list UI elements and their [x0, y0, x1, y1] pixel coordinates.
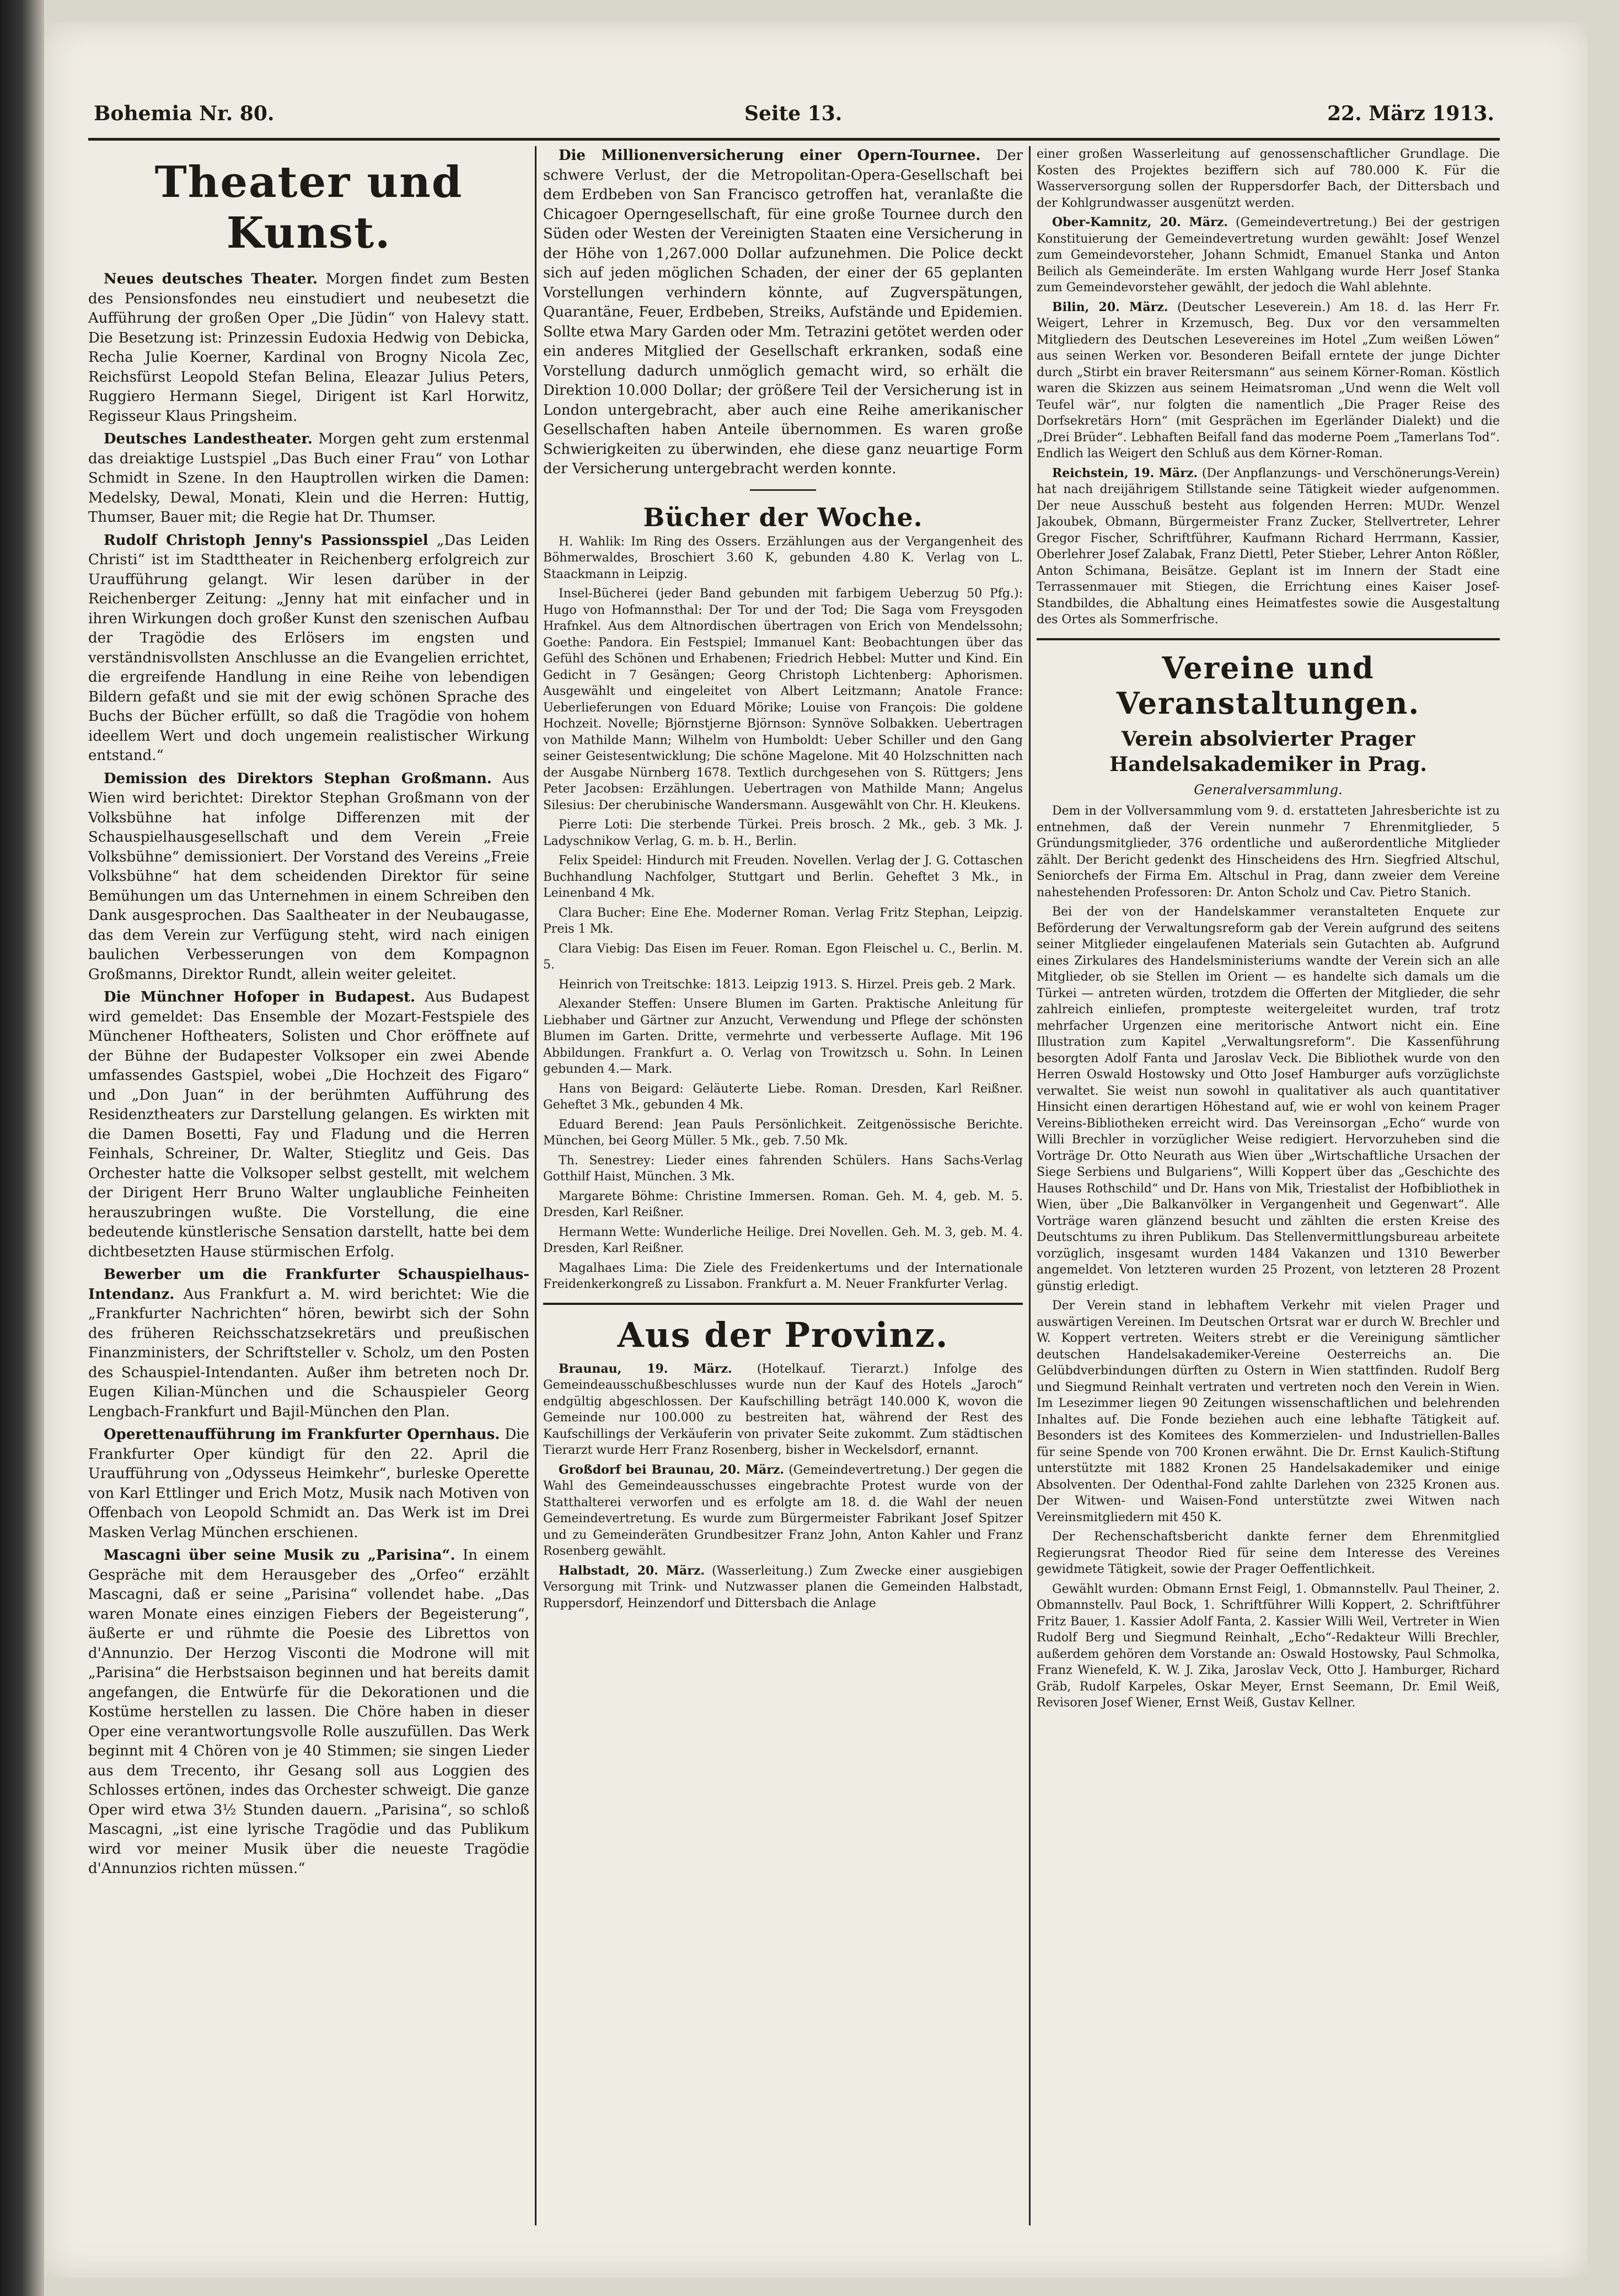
article [88, 1546, 529, 1879]
article [1037, 299, 1500, 462]
header-rule [88, 138, 1500, 141]
list-item: H. Wahlik: Im Ring des Ossers. Erzählungen aus der Vergangenheit des Böhmerwaldes, Broschiert 3.60 K, gebunden 4.80 K. Verlag von L. Staackmann in Leipzig. [543, 534, 1023, 581]
column-rule-1 [535, 146, 537, 2225]
list-item: Magalhaes Lima: Die Ziele des Freidenkertums und der Internationale Freidenkerkongreß zu Lissabon. Frankfurt a. M. Neuer Frankfurter Verlag. [543, 1261, 1023, 1291]
article-title: Reichstein, 19. März. [1052, 465, 1198, 480]
article [88, 1265, 529, 1422]
verein-title: Verein absolvierter Prager Handelsakademiker in Prag. [1109, 727, 1427, 776]
article [543, 146, 1023, 479]
article-text: (Gemeindevertretung.) Bei der gestrigen Konstituierung der Gemeindevertretung wurden gewählt: Josef Wenzel zum Gemeindevorsteher, Johann Schmidt, Emanuel Stanka und Anton Beilich als Gemeinderäte. Im ersten Wahlgang wurde Herr Josef Stanka zum Gemeindevorsteher gewählt, der jedoch die Wahl ablehnte. [1037, 216, 1500, 295]
article [1037, 465, 1500, 628]
article [88, 430, 529, 528]
list-item: Margarete Böhme: Christine Immersen. Roman. Geh. M. 4, geb. M. 5. Dresden, Karl Reißner. [543, 1189, 1023, 1219]
article-title: Bilin, 20. März. [1052, 299, 1168, 314]
list-item: Th. Senestrey: Lieder eines fahrenden Schülers. Hans Sachs-Verlag Gotthilf Haist, München. 3 Mk. [543, 1153, 1023, 1184]
article [543, 1361, 1023, 1459]
article [88, 531, 529, 766]
article-text: (Deutscher Leseverein.) Am 18. d. las Herr Fr. Weigert, Lehrer in Krzemusch, Beg. Dux vor den versammelten Mitgliedern des Deutschen Lesevereines im Hotel „Zum weißen Löwen“ aus seinen Werken vor. Besonderen Beifall erntete der junge Dichter durch „Stirbt ein braver Reitersmann“ aus seinem Körner-Roman. Köstlich waren die Skizzen aus seinem Heimatsroman „Und wenn die Welt voll Teufel wär“, nur folgten die namentlich „Die Prager Reise des Dorfsekretärs Horn“ (mit Gesprächen im Egerländer Dialekt) und die „Drei Brüder“. Lebhaften Beifall fand das moderne Poem „Tamerlans Tod“. Endlich las Weigert den Schluß aus dem Körner-Roman. [1037, 300, 1500, 461]
article-title: Ober-Kamnitz, 20. März. [1052, 215, 1228, 229]
article-text: Morgen findet zum Besten des Pensionsfondes neu einstudiert und neubesetzt die Aufführung der großen Oper „Die Jüdin“ von Halevy statt. Die Besetzung ist: Prinzessin Eudoxia Hedwig von Debicka, Recha Julie Koerner, Kardinal von Brogny Nicola Zec, Reichsfürst Leopold Stefan Belina, Eleazar Julius Peters, Ruggiero Hermann Siegel, Dirigent ist Karl Horwitz, Regisseur Klaus Pringsheim. [88, 271, 529, 425]
section-heading-books: Bücher der Woche. [643, 502, 923, 532]
article-title: Halbstadt, 20. März. [559, 1563, 705, 1578]
article-title: Demission des Direktors Stephan Großmann. [104, 770, 492, 787]
list-item: Felix Speidel: Hindurch mit Freuden. Novellen. Verlag der J. G. Cottaschen Buchhandlung Nachfolger, Stuttgart und Berlin. Geheftet 3 Mk., in Leinenband 4 Mk. [543, 854, 1023, 900]
article-title: Bewerber um die Frankfurter Schauspielhaus-Intendanz. [88, 1266, 529, 1303]
paragraph: Der Rechenschaftsbericht dankte ferner dem Ehrenmitglied Regierungsrat Theodor Ried für seine dem Interesse des Vereines gewidmete Tätigkeit, sowie der Prager Oeffentlichkeit. [1037, 1530, 1500, 1576]
article [543, 1462, 1023, 1560]
section-heading-vereine: Vereine und Veranstaltungen. [1116, 650, 1420, 721]
article-text: (Gemeindevertretung.) Der gegen die Wahl des Gemeindeausschusses eingebrachte Protest wurde von der Statthalterei verworfen und es erfolgte am 18. d. die Wahl der neuen Gemeindevertretung. Es wurde zum Bürgermeister Fabrikant Josef Spitzer und zu Gemeinderäten Grundbesitzer Franz John, Anton Kahler und Franz Rosenberg gewählt. [543, 1463, 1023, 1558]
list-item: Clara Bucher: Eine Ehe. Moderner Roman. Verlag Fritz Stephan, Leipzig. Preis 1 Mk. [543, 906, 1023, 936]
article [1037, 215, 1500, 296]
section-heading-theater: Theater und Kunst. [154, 157, 463, 258]
article-text: (Hotelkauf. Tierarzt.) Infolge des Gemeindeausschußbeschlusses wurde nun der Kauf des Hotels „Jaroch“ endgültig abgeschlossen. Der Kaufschilling beträgt 140.000 K, wovon die Gemeinde nur 100.000 zu bestreiten hat, während der Rest des Kaufschillings der Verkäuferin von privater Seite zukommt. Zum städtischen Tierarzt wurde Herr Franz Rosenberg, bisher in Weckelsdorf, ernannt. [543, 1362, 1023, 1457]
list-item: Heinrich von Treitschke: 1813. Leipzig 1913. S. Hirzel. Preis geb. 2 Mark. [559, 977, 1016, 992]
page-header [44, 97, 1494, 135]
article-text: Die Frankfurter Oper kündigt für den 22. April die Uraufführung von „Odysseus Heimkehr“, burleske Operette von Karl Ettlinger und Erich Motz, Musik nach Motiven von Offenbach von Leopold Schmidt an. Das Werk ist im Drei Masken Verlag München erschienen. [88, 1426, 529, 1541]
column-3 [1037, 146, 1500, 2225]
divider [543, 1303, 1023, 1305]
article-title: Braunau, 19. März. [559, 1361, 732, 1376]
book-list [543, 534, 1023, 1293]
list-item: Pierre Loti: Die sterbende Türkei. Preis brosch. 2 Mk., geb. 3 Mk. J. Ladyschnikow Verlag, G. m. b. H., Berlin. [543, 818, 1023, 848]
article-title: Operettenaufführung im Frankfurter Opernhaus. [104, 1426, 500, 1443]
province-news [543, 1361, 1023, 1612]
list-item: Hans von Beigard: Geläuterte Liebe. Roman. Dresden, Karl Reißner. Geheftet 3 Mk., gebunden 4 Mk. [543, 1082, 1023, 1112]
column-2 [543, 146, 1023, 2225]
article [88, 270, 529, 426]
article [88, 1425, 529, 1543]
column-1 [88, 146, 529, 2225]
article-text: In einem Gespräche mit dem Herausgeber des „Orfeo“ erzählt Mascagni, daß er seine „Parisina“ vollendet habe. „Das waren Monate eines einzigen Fiebers der Begeisterung“, äußerte er und rühmte die Poesie des Librettos von d'Annunzio. Der Herzog Visconti die Modrone will mit „Parisina“ die Herbstsaison beginnen und hat bereits damit angefangen, die Entwürfe für die Dekorationen und die Kostüme herstellen zu lassen. Die Chöre haben in dieser Oper eine verantwortungsvolle Rolle auszufüllen. Das Werk beginnt mit 4 Chören von je 40 Stimmen; sie singen Lieder aus dem Trecento, ihr Gesang soll aus Loggien des Schlosses ertönen, indes das Orchester schweigt. Die ganze Oper wird etwa 3½ Stunden dauern. „Parisina“, so schloß Mascagni, „ist eine lyrische Tragödie und das Publikum wird vor meiner Musik über die neueste Tragödie d'Annunzios richten müssen.“ [88, 1547, 529, 1877]
column-rule-2 [1029, 146, 1031, 2225]
article-text: einer großen Wasserleitung auf genossenschaftlicher Grundlage. Die Kosten des Projektes beziffern sich auf 780.000 K. Für die Wasserversorgung sollen der Ruppersdorfer Bach, der Dittersbach und der Kohlgrundwasser ausgenützt werden. [1037, 147, 1500, 210]
paragraph: Dem in der Vollversammlung vom 9. d. erstatteten Jahresberichte ist zu entnehmen, daß der Verein nunmehr 7 Ehrenmitglieder, 5 Gründungsmitglieder, 376 ordentliche und außerordentliche Mitglieder zählt. Der Bericht gedenkt des Hinscheidens des Hrn. Siegfried Altschul, Seniorchefs der Firma Em. Altschul in Prag, dann zweier dem Vereine nahestehenden Professoren: Dr. Anton Scholz und Cav. Pietro Stanich. [1037, 804, 1500, 900]
verein-subtitle: Generalversammlung. [1194, 782, 1343, 798]
divider [750, 489, 816, 491]
header-issue: Bohemia Nr. 80. [94, 102, 275, 125]
article-title: Mascagni über seine Musik zu „Parisina“. [104, 1547, 455, 1564]
scan-edge [0, 0, 44, 2296]
divider [1037, 638, 1500, 640]
paragraph: Bei der von der Handelskammer veranstalteten Enquete zur Beförderung der Verwaltungsreform gab der Verein aufgrund des seitens seiner Mitglieder eingelaufenen Materials sein Gutachten ab. Aufgrund eines Zirkulares des Handelsministeriums wandte der Verein sich an alle Mitglieder, ob sie Stellen im Orient — es handelte sich damals um die Türkei — antreten würden, trotzdem die Offerten der Mitglieder, die sehr zahlreich einliefen, prompteste weitergeleitet wurden, traf trotz mehrfacher Urgenzen eine meritorische Antwort nicht ein. Eine Illustration zum Kapitel „Verwaltungsreform“. Die Kassenführung besorgten Adolf Fanta und Jaroslav Veck. Die Bibliothek wurde von den Herren Oswald Hostowsky und Otto Josef Hamburger aufs vorzüglichste verwaltet. Sie weist nun sowohl in qualitativer als auch quantitativer Hinsicht einen derartigen Höhestand auf, wie er wohl von keinem Prager Vereins-Bibliotheken erreicht wird. Das Vereinsorgan „Echo“ wurde von Willi Brechler in vorzüglicher Weise redigiert. Hervorzuheben sind die Vorträge Dr. Otto Neurath aus Wien über „Wirtschaftliche Ursachen der Siege Serbiens und Bulgariens“, Willi Koppert über das „Geschichte des Hauses Rothschild“ und Dr. Hans von Mik, Triestalist der Hofbibliothek in Wien, über „Die Balkanvölker in Vergangenheit und Gegenwart“. Alle Vorträge waren glänzend besucht und zählten die ersten Kreise des Deutschtums zu ihren Publikum. Das Stellenvermittlungsbureau arbeitete vorzüglich, insgesamt wurden 1484 Vakanzen und 1310 Bewerber angemeldet. Von letzteren wurden 25 Prozent, von letzteren 28 Prozent günstig erledigt. [1037, 905, 1500, 1293]
article-text: Morgen geht zum erstenmal das dreiaktige Lustspiel „Das Buch einer Frau“ von Lothar Schmidt in Szene. In den Hauptrollen wirken die Damen: Medelsky, Dewal, Monati, Klein und die Herren: Huttig, Thumser, Bauer mit; die Regie hat Dr. Thumser. [88, 431, 529, 526]
article-title: Rudolf Christoph Jenny's Passionsspiel [104, 532, 428, 549]
section-heading-province: Aus der Provinz. [617, 1314, 949, 1355]
list-item: Hermann Wette: Wunderliche Heilige. Drei Novellen. Geh. M. 3, geb. M. 4. Dresden, Karl Reißner. [543, 1225, 1023, 1255]
list-item: Alexander Steffen: Unsere Blumen im Garten. Praktische Anleitung für Liebhaber und Gärtner zur Anzucht, Verwendung und Pflege der schönsten Blumen im Garten. Dritte, vermehrte und verbesserte Auflage. Mit 196 Abbildungen. Frankfurt a. O. Verlag von Trowitzsch u. Sohn. In Leinen gebunden 4.— Mark. [543, 997, 1023, 1076]
paragraph: Der Verein stand in lebhaftem Verkehr mit vielen Prager und auswärtigen Vereinen. Im Deutschen Ortsrat war er durch W. Brechler und W. Koppert vertreten. Weiters strebt er die Vereinigung sämtlicher deutschen Handelsakademiker-Vereine Oesterreichs an. Die Gelübdverbindungen dürften zu Ostern in Wien stattfinden. Rudolf Berg und Siegmund Reinhalt vertraten und vertreten noch den Verein in Wien. Im Lesezimmer liegen 90 Zeitungen wissenschaftlichen und belehrenden Inhaltes auf. Die Fonde beziehen auch eine lebhafte Tätigkeit auf. Besonders ist des Komitees des Kommerzielen- und Industriellen-Balles für seine Spende von 700 Kronen erwähnt. Die Dr. Ernst Kaulich-Stiftung unterstützte mit 1882 Kronen 25 Handelsakademiker und einige Absolventen. Der Odenthal-Fond zahlte Darlehen von 2325 Kronen aus. Der Witwen- und Waisen-Fond unterstützte zwei Witwen nach Vereinsmitgliedern mit 450 K. [1037, 1299, 1500, 1524]
article-text: Aus Wien wird berichtet: Direktor Stephan Großmann von der Volksbühne hat infolge Differenzen mit der Schauspielhausgesellschaft und dem Verein „Freie Volksbühne“ demissioniert. Der Vorstand des Vereins „Freie Volksbühne“ hat dem scheidenden Direktor für seine Bemühungen um das Unternehmen in einem Schreiben den Dank ausgesprochen. Das Saaltheater in der Neubaugasse, das dem Verein zur Verfügung steht, wird nach einigen baulichen Verbesserungen von dem Kompagnon Großmanns, Direktor Rundt, allein weiter geleitet. [88, 770, 529, 983]
article [543, 1563, 1023, 1612]
article-title: Großdorf bei Braunau, 20. März. [559, 1462, 784, 1477]
list-item: Insel-Bücherei (jeder Band gebunden mit farbigem Ueberzug 50 Pfg.): Hugo von Hofmannsthal: Der Tor und der Tod; Die Saga vom Freysgoden Hrafnkel. Aus dem Altnordischen übertragen von Erich von Mendelssohn; Goethe: Pandora. Ein Festspiel; Immanuel Kant: Beobachtungen über das Gefühl des Schönen und Erhabenen; Friedrich Hebbel: Mutter und Kind. Ein Gedicht in 7 Gesängen; Georg Christoph Lichtenberg: Aphorismen. Ausgewählt und eingeleitet von Albert Leitzmann; Anatole France: Ueberlieferungen von Eduard Mörike; Louise von François: Die goldene Hochzeit. Novelle; Björnstjerne Björnson: Synnöve Solbakken. Uebertragen von Mathilde Mann; Wilhelm von Humboldt: Ueber Schiller und den Gang seiner Geistesentwicklung; Die schöne Magelone. Mit 40 Holzschnitten nach der Ausgabe Nürnberg 1678. Textlich durchgesehen von S. Rüttgers; Jens Peter Jacobsen: Erzählungen. Uebertragen von Mathilde Mann; Angelus Silesius: Der cherubinische Wandersmann. Ausgewählt von Chr. H. Kleukens. [543, 587, 1023, 812]
article-title: Deutsches Landestheater. [104, 431, 313, 447]
list-item: Clara Viebig: Das Eisen im Feuer. Roman. Egon Fleischel u. C., Berlin. M. 5. [543, 941, 1023, 972]
article-text: Aus Frankfurt a. M. wird berichtet: Wie die „Frankfurter Nachrichten“ hören, bewirbt sich der Sohn des früheren Reichsschatzsekretärs und preußischen Finanzministers, der Schriftsteller v. Scholz, um den Posten des Schauspiel-Intendanten. Außer ihm betreten noch Dr. Eugen Kilian-München und die Schauspieler Georg Lengbach-Frankfurt und Bajil-München den Plan. [88, 1286, 529, 1420]
article-title: Neues deutsches Theater. [104, 271, 318, 287]
verein-report [1037, 803, 1500, 1711]
article-text: „Das Leiden Christi“ ist im Stadttheater in Reichenberg erfolgreich zur Uraufführung gelangt. Wir lesen darüber in der Reichenberger Zeitung: „Jenny hat mit einfacher und in ihren Wirkungen doch großer Kunst den szenischen Aufbau der Tragödie des Erlösers im engsten und verständnisvollsten Anschlusse an die Evangelien errichtet, die ergreifende Handlung in eine Reihe von lebendigen Bildern gefaßt und sie mit der ewig schönen Sprache des Buchs der Bücher erfüllt, so daß die Tragödie von hohem ideellem Wert und doch ungemein realistischer Wirkung entstand.“ [88, 532, 529, 764]
article-title: Die Münchner Hofoper in Budapest. [104, 989, 416, 1005]
paragraph: Gewählt wurden: Obmann Ernst Feigl, 1. Obmannstellv. Paul Theiner, 2. Obmannstellv. Paul Bock, 1. Schriftführer Willi Koppert, 2. Schriftführer Fritz Bauer, 1. Kassier Adolf Fanta, 2. Kassier Willi Weil, Vertreter in Wien Rudolf Berg und Siegmund Reinhalt, „Echo“-Redakteur Willi Brechler, außerdem gehören dem Vorstande an: Oswald Hostowsky, Paul Schmolka, Franz Wienefeld, K. W. J. Zika, Jaroslav Veck, Otto J. Hamburger, Richard Gräb, Rudolf Karpeles, Oskar Meyer, Ernst Seemann, Dr. Emil Weiß, Revisoren Josef Wiener, Ernst Weiß, Gustav Kellner. [1037, 1582, 1500, 1710]
article-text: Aus Budapest wird gemeldet: Das Ensemble der Mozart-Festspiele des Münchener Hoftheaters, Solisten und Chor eröffnete auf der Bühne der Budapester Volksoper ein zwei Abende umfassendes Gastspiel, wobei „Die Hochzeit des Figaro“ und „Don Juan“ in der berühmten Aufführung des Residenztheaters zur Darstellung gelangen. Es wirkten mit die Damen Bosetti, Fay und Fladung und die Herren Feinhals, Schreiner, Dr. Walter, Stieglitz und Geis. Das Orchester hatte die Volksoper selbst gestellt, mit welchem der Dirigent Herr Bruno Walter unglaubliche Feinheiten herauszubringen wußte. Die Vorstellung, die eine bedeutende künstlerische Sensation darstellt, hatte bei dem dichtbesetzten Hause stürmischen Erfolg. [88, 989, 529, 1260]
article-text: (Wasserleitung.) Zum Zwecke einer ausgiebigen Versorgung mit Trink- und Nutzwasser planen die Gemeinden Halbstadt, Ruppersdorf, Heinzendorf und Dittersbach die Anlage [543, 1564, 1023, 1610]
header-page-number: Seite 13. [744, 102, 843, 125]
list-item: Eduard Berend: Jean Pauls Persönlichkeit. Zeitgenössische Berichte. München, bei Georg Müller. 5 Mk., geb. 7.50 Mk. [543, 1117, 1023, 1148]
header-date: 22. März 1913. [1327, 102, 1494, 125]
article-text: (Der Anpflanzungs- und Verschönerungs-Verein) hat nach dreijährigem Stillstande seine Tätigkeit wieder aufgenommen. Der neue Ausschuß besteht aus folgenden Herren: MUDr. Wenzel Jakoubek, Obmann, Bürgermeister Franz Zucker, Stellvertreter, Lehrer Gregor Fischer, Schriftführer, Kaufmann Richard Herrmann, Kassier, Oberlehrer Josef Zalabak, Franz Diettl, Peter Stieber, Lehrer Anton Rößler, Anton Schimana, Beisätze. Geplant ist im Innern der Stadt eine Terrassenmauer mit Stiegen, die Errichtung eines Kaiser Josef-Standbildes, die Abhaltung eines Heimatfestes sowie die Ausgestaltung des Ortes als Sommerfrische. [1037, 466, 1500, 627]
province-news-continued [1037, 146, 1500, 628]
article [88, 988, 529, 1262]
article-title: Die Millionenversicherung einer Opern-Tournee. [559, 147, 981, 164]
article-text: Der schwere Verlust, der die Metropolitan-Opera-Gesellschaft bei dem Erdbeben von San Francisco getroffen hat, veranlaßte die Chicagoer Operngesellschaft, für eine große Tournee durch den Süden oder Westen der Vereinigten Staaten eine Versicherung in der Höhe von 1,267.000 Dollar aufzunehmen. Die Police deckt sich auf jeden möglichen Schaden, der einer der 65 geplanten Vorstellungen verhindern könnte, auf Zugverspätungen, Quarantäne, Feuer, Erdbeben, Streiks, Aufstände und Epidemien. Sollte etwa Mary Garden oder Mm. Tetrazini getötet werden oder ein anderes Mitglied der Gesellschaft erkranken, sodaß eine Vorstellung dadurch unmöglich gemacht wird, so erhält die Direktion 10.000 Dollar; der größere Teil der Versicherung ist in London untergebracht, aber auch eine Reihe amerikanischer Gesellschaften haben Anteile übernommen. Es waren große Schwierigkeiten zu überwinden, ehe diese ganz neuartige Form der Versicherung untergebracht werden konnte. [543, 147, 1023, 477]
article [88, 769, 529, 985]
